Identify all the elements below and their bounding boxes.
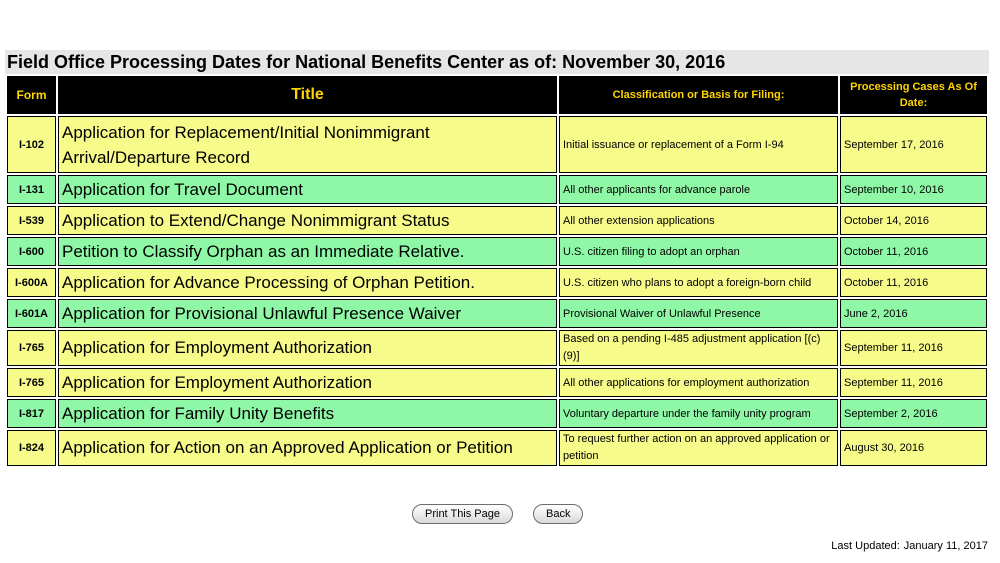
last-updated-date: January 11, 2017 [903, 540, 988, 552]
table-row [7, 330, 987, 366]
processing-date: September 11, 2016 [840, 368, 987, 397]
classification: Based on a pending I-485 adjustment application [(c)(9)] [559, 330, 838, 366]
form-title: Application for Employment Authorization [58, 368, 557, 397]
classification: All other applications for employment authorization [559, 368, 838, 397]
page-title: Field Office Processing Dates for National Benefits Center as of: November 30, 2016 [5, 50, 989, 74]
form-number: I-102 [7, 116, 56, 173]
table-header-row [7, 76, 987, 114]
classification: Initial issuance or replacement of a Form I-94 [559, 116, 838, 173]
back-button[interactable]: Back [533, 504, 583, 524]
form-title: Application to Extend/Change Nonimmigrant Status [58, 206, 557, 235]
classification: All other applicants for advance parole [559, 175, 838, 204]
form-title: Application for Replacement/Initial Nonimmigrant Arrival/Departure Record [58, 116, 557, 173]
processing-date: September 11, 2016 [840, 330, 987, 366]
form-title: Application for Advance Processing of Orphan Petition. [58, 268, 557, 297]
processing-date: September 2, 2016 [840, 399, 987, 428]
form-number: I-600A [7, 268, 56, 297]
form-title: Application for Family Unity Benefits [58, 399, 557, 428]
table-row [7, 299, 987, 328]
table-row [7, 237, 987, 266]
table-row [7, 116, 987, 173]
table-row [7, 399, 987, 428]
classification: Voluntary departure under the family unity program [559, 399, 838, 428]
classification: Provisional Waiver of Unlawful Presence [559, 299, 838, 328]
print-this-page-button[interactable]: Print This Page [412, 504, 513, 524]
classification: To request further action on an approved application or petition [559, 430, 838, 466]
processing-date: August 30, 2016 [840, 430, 987, 466]
form-title: Application for Travel Document [58, 175, 557, 204]
table-row [7, 268, 987, 297]
form-number: I-131 [7, 175, 56, 204]
processing-date: October 11, 2016 [840, 268, 987, 297]
form-title: Application for Provisional Unlawful Presence Waiver [58, 299, 557, 328]
column-header-date: Processing Cases As Of Date: [840, 76, 987, 114]
table-row [7, 368, 987, 397]
form-number: I-601A [7, 299, 56, 328]
processing-date: October 11, 2016 [840, 237, 987, 266]
processing-dates-table [5, 74, 989, 468]
last-updated-label: Last Updated: [831, 540, 900, 552]
table-row [7, 430, 987, 466]
classification: U.S. citizen who plans to adopt a foreign-born child [559, 268, 838, 297]
processing-date: September 10, 2016 [840, 175, 987, 204]
column-header-classification: Classification or Basis for Filing: [559, 76, 838, 114]
form-number: I-765 [7, 368, 56, 397]
form-number: I-765 [7, 330, 56, 366]
form-title: Petition to Classify Orphan as an Immediate Relative. [58, 237, 557, 266]
classification: U.S. citizen filing to adopt an orphan [559, 237, 838, 266]
form-title: Application for Action on an Approved Application or Petition [58, 430, 557, 466]
classification: All other extension applications [559, 206, 838, 235]
form-number: I-539 [7, 206, 56, 235]
table-row [7, 175, 987, 204]
processing-date: June 2, 2016 [840, 299, 987, 328]
last-updated [827, 540, 988, 552]
column-header-form: Form [7, 76, 56, 114]
form-title: Application for Employment Authorization [58, 330, 557, 366]
table-row [7, 206, 987, 235]
processing-date: September 17, 2016 [840, 116, 987, 173]
column-header-title: Title [58, 76, 557, 114]
form-number: I-817 [7, 399, 56, 428]
form-number: I-600 [7, 237, 56, 266]
form-number: I-824 [7, 430, 56, 466]
processing-date: October 14, 2016 [840, 206, 987, 235]
